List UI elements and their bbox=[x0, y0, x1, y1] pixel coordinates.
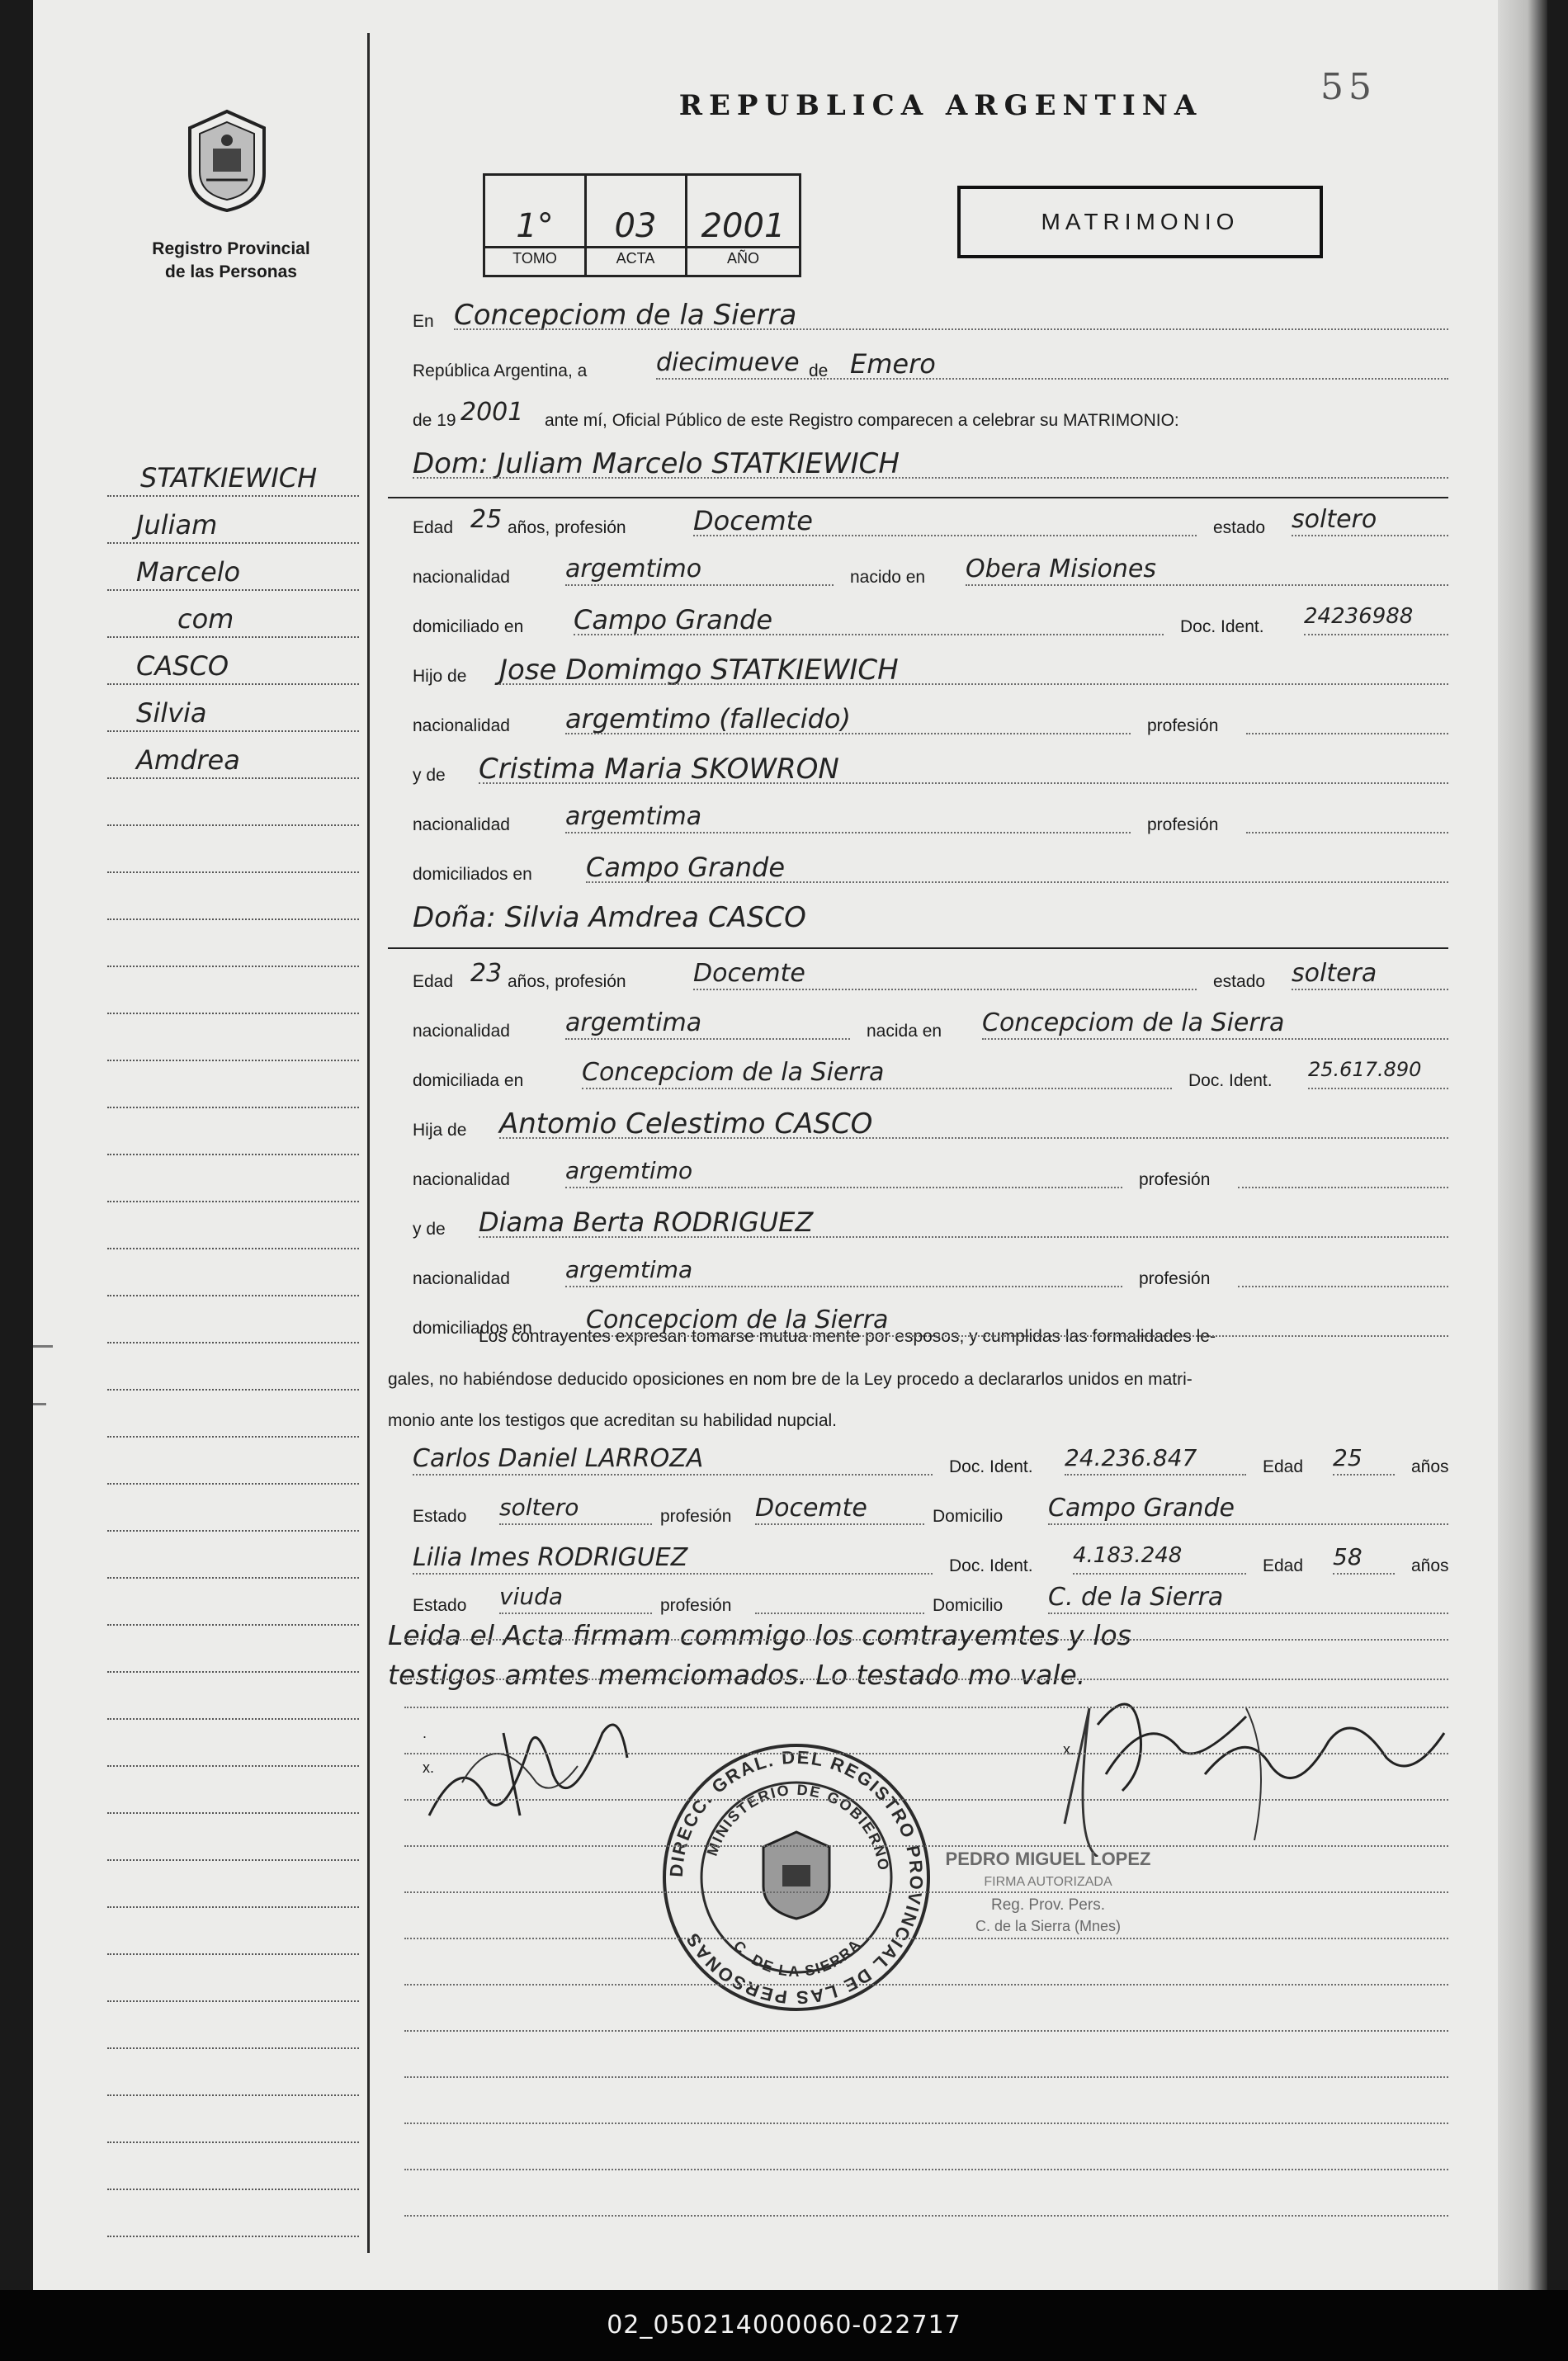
fill-line bbox=[574, 634, 1164, 635]
blank-rule bbox=[404, 2030, 1448, 2032]
fill-line bbox=[1304, 634, 1448, 635]
bride-name: Doña: Silvia Amdrea CASCO bbox=[413, 901, 806, 934]
image-caption: 02_050214000060-022717 bbox=[607, 2311, 961, 2340]
page-number: 55 bbox=[1320, 66, 1377, 108]
witness1-name: Carlos Daniel LARROZA bbox=[413, 1444, 704, 1473]
field-label: Doc. Ident. bbox=[949, 1556, 1033, 1575]
page-edge bbox=[1498, 0, 1547, 2290]
binding-mark bbox=[33, 1403, 46, 1405]
field-label: domiciliados en bbox=[413, 865, 532, 884]
margin-rule bbox=[107, 1812, 359, 1814]
field-label: República Argentina, a bbox=[413, 361, 588, 380]
handwritten-value: Docemte bbox=[693, 959, 805, 988]
groom-name: Dom: Juliam Marcelo STATKIEWICH bbox=[413, 447, 900, 480]
field-label: profesión bbox=[660, 1507, 732, 1526]
margin-rule bbox=[107, 1436, 359, 1438]
field-label: Edad bbox=[413, 518, 454, 537]
field-label: y de bbox=[413, 1220, 446, 1239]
declaration-line-3: monio ante los testigos que acreditan su habilidad nupcial. bbox=[388, 1411, 838, 1430]
fill-line bbox=[565, 1038, 850, 1040]
handwritten-value: Concepciom de la Sierra bbox=[586, 1306, 889, 1334]
fill-line bbox=[1238, 1187, 1448, 1188]
field-label: ante mí, Oficial Público de este Registro comparecen a celebrar su MATRIMONIO: bbox=[545, 411, 1179, 430]
margin-rule bbox=[107, 589, 359, 591]
field-label: En bbox=[413, 312, 434, 331]
year-value: 2001 bbox=[460, 398, 524, 427]
margin-rule bbox=[107, 1248, 359, 1249]
fill-line bbox=[1292, 535, 1448, 536]
closing-line-2: testigos amtes memciomados. Lo testado mo vale. bbox=[388, 1659, 1086, 1691]
handwritten-value: Docemte bbox=[693, 505, 813, 536]
fill-line bbox=[582, 1088, 1172, 1089]
margin-rule bbox=[107, 730, 359, 732]
record-number-box bbox=[483, 173, 801, 277]
field-label: domiciliada en bbox=[413, 1071, 524, 1090]
margin-rule bbox=[107, 495, 359, 497]
declaration-line-2: gales, no habiéndose deducido oposiciones en nom bre de la Ley procedo a declararlos unidos en matri- bbox=[388, 1370, 1193, 1389]
provincial-emblem-icon bbox=[182, 107, 272, 215]
margin-rule bbox=[107, 2189, 359, 2190]
margin-rule bbox=[107, 1765, 359, 1767]
margin-rule bbox=[107, 1859, 359, 1861]
signature-mark-x1: . bbox=[423, 1725, 427, 1741]
margin-rule bbox=[107, 2000, 359, 2002]
margin-rule bbox=[107, 1624, 359, 1626]
handwritten-value: argemtimo bbox=[565, 555, 702, 583]
margin-rule bbox=[107, 1577, 359, 1579]
field-label: profesión bbox=[1139, 1170, 1211, 1189]
field-label: Edad bbox=[1263, 1556, 1304, 1575]
margin-rule bbox=[107, 683, 359, 685]
margin-name: Marcelo bbox=[136, 556, 241, 588]
svg-text:C. DE LA SIERRA bbox=[730, 1935, 865, 1980]
margin-rule bbox=[107, 2236, 359, 2237]
fill-line bbox=[479, 1236, 1448, 1238]
country-title: REPUBLICA ARGENTINA bbox=[678, 89, 1203, 122]
handwritten-value: Concepciom de la Sierra bbox=[582, 1058, 885, 1087]
margin-rule bbox=[107, 1953, 359, 1955]
fill-line bbox=[1333, 1573, 1395, 1575]
fill-line bbox=[565, 1286, 1122, 1287]
handwritten-value: argemtima bbox=[565, 1008, 702, 1037]
margin-rule bbox=[107, 1342, 359, 1343]
document-type-box bbox=[957, 186, 1323, 258]
handwritten-value: Campo Grande bbox=[1048, 1494, 1235, 1523]
section-rule bbox=[388, 497, 1448, 498]
handwritten-value: 25 bbox=[1333, 1444, 1363, 1471]
handwritten-value: 58 bbox=[1333, 1543, 1363, 1570]
margin-rule bbox=[107, 966, 359, 967]
fill-line bbox=[693, 989, 1197, 990]
fill-line bbox=[565, 1187, 1122, 1188]
ano-value: 2001 bbox=[701, 207, 786, 245]
margin-rule bbox=[107, 636, 359, 638]
witness2-name: Lilia Imes RODRIGUEZ bbox=[413, 1543, 688, 1572]
handwritten-value: argemtima bbox=[565, 802, 702, 831]
field-label: Estado bbox=[413, 1596, 467, 1615]
fill-line bbox=[755, 1523, 924, 1525]
blank-rule bbox=[404, 1845, 1448, 1847]
handwritten-value: Jose Domimgo STATKIEWICH bbox=[499, 654, 899, 687]
fill-line bbox=[499, 683, 1448, 685]
official-office: Reg. Prov. Pers. bbox=[991, 1896, 1105, 1914]
fill-line bbox=[1238, 1286, 1448, 1287]
fill-line bbox=[1333, 1474, 1395, 1476]
margin-name: CASCO bbox=[136, 650, 229, 682]
fill-line bbox=[413, 477, 1448, 479]
fill-line bbox=[1073, 1573, 1246, 1575]
tomo-label: TOMO bbox=[512, 250, 557, 267]
blank-rule bbox=[404, 1891, 1448, 1893]
fill-line bbox=[586, 881, 1448, 883]
fill-line bbox=[982, 1038, 1448, 1040]
field-label: nacionalidad bbox=[413, 815, 510, 834]
handwritten-value: soltero bbox=[1292, 505, 1377, 534]
field-label: Domicilio bbox=[933, 1507, 1004, 1526]
blank-rule bbox=[404, 1938, 1448, 1939]
fill-line bbox=[565, 832, 1131, 833]
field-label: estado bbox=[1213, 972, 1266, 991]
handwritten-value: argemtimo (fallecido) bbox=[565, 703, 851, 734]
fill-line bbox=[1292, 989, 1448, 990]
section-rule bbox=[388, 947, 1448, 949]
blank-rule bbox=[404, 2215, 1448, 2217]
handwritten-value: argemtimo bbox=[565, 1157, 693, 1184]
tomo-value: 1° bbox=[516, 207, 554, 245]
field-label: profesión bbox=[1139, 1269, 1211, 1288]
margin-rule bbox=[107, 1718, 359, 1720]
witness-signature bbox=[999, 1675, 1461, 1857]
margin-rule bbox=[107, 824, 359, 826]
fill-line bbox=[499, 1137, 1448, 1139]
blank-rule bbox=[404, 2076, 1448, 2078]
official-location: C. de la Sierra (Mnes) bbox=[975, 1918, 1122, 1934]
field-label: Edad bbox=[413, 972, 454, 991]
margin-rule bbox=[107, 1013, 359, 1014]
margin-rule bbox=[107, 1201, 359, 1202]
margin-rule bbox=[107, 2141, 359, 2143]
fill-line bbox=[413, 1474, 933, 1476]
document-type-label: MATRIMONIO bbox=[1041, 209, 1240, 234]
declaration-line-1: Los contrayentes expresan tomarse mutua mente por esposos, y cumplidas las formalidades le- bbox=[479, 1327, 1216, 1346]
field-label: años bbox=[1411, 1556, 1449, 1575]
place-value: Concepciom de la Sierra bbox=[454, 299, 797, 332]
handwritten-value: argemtima bbox=[565, 1256, 693, 1283]
handwritten-value: Concepciom de la Sierra bbox=[982, 1008, 1285, 1037]
fill-line bbox=[454, 328, 1448, 330]
document-page bbox=[33, 0, 1498, 2290]
field-label: Domicilio bbox=[933, 1596, 1004, 1615]
margin-name: Silvia bbox=[136, 697, 207, 729]
fill-line bbox=[1246, 733, 1448, 734]
blank-rule bbox=[404, 1799, 1448, 1801]
margin-rule bbox=[107, 777, 359, 779]
handwritten-value: Diama Berta RODRIGUEZ bbox=[479, 1206, 814, 1238]
blank-rule bbox=[404, 2123, 1448, 2124]
field-label: Doc. Ident. bbox=[1188, 1071, 1273, 1090]
handwritten-value: Obera Misiones bbox=[966, 555, 1157, 583]
field-label: Estado bbox=[413, 1507, 467, 1526]
field-label: y de bbox=[413, 766, 446, 785]
margin-rule bbox=[107, 1906, 359, 1908]
margin-rule bbox=[107, 1107, 359, 1108]
fill-line bbox=[404, 1679, 1448, 1680]
handwritten-value: 23 bbox=[470, 959, 503, 988]
registry-seal bbox=[660, 1741, 933, 2014]
margin-rule bbox=[107, 2094, 359, 2096]
month-value: Emero bbox=[850, 348, 936, 380]
margin-rule bbox=[107, 1483, 359, 1485]
handwritten-value: 4.183.248 bbox=[1073, 1543, 1183, 1568]
margin-rule bbox=[107, 918, 359, 920]
field-label: de bbox=[809, 361, 829, 380]
margin-name: com bbox=[177, 603, 234, 635]
margin-rule bbox=[107, 1154, 359, 1155]
field-label: profesión bbox=[1147, 716, 1219, 735]
fill-line bbox=[755, 1613, 924, 1614]
fill-line bbox=[499, 1613, 652, 1614]
margin-name: Juliam bbox=[136, 509, 218, 541]
contracting-party-signature bbox=[413, 1700, 660, 1824]
handwritten-value: C. de la Sierra bbox=[1048, 1583, 1224, 1612]
handwritten-value: 25.617.890 bbox=[1308, 1058, 1422, 1081]
fill-line bbox=[1246, 832, 1448, 833]
handwritten-value: 24236988 bbox=[1304, 604, 1414, 629]
fill-line bbox=[479, 782, 1448, 784]
seal-bottom-text: C. DE LA SIERRA bbox=[730, 1935, 865, 1981]
field-label: nacionalidad bbox=[413, 716, 510, 735]
fill-line bbox=[693, 535, 1197, 536]
ano-label: AÑO bbox=[726, 250, 759, 267]
handwritten-value: viuda bbox=[499, 1583, 564, 1610]
handwritten-value: Docemte bbox=[755, 1494, 867, 1523]
field-label: años, profesión bbox=[508, 972, 626, 991]
margin-rule bbox=[107, 1295, 359, 1296]
field-label: nacida en bbox=[867, 1022, 942, 1041]
fill-line bbox=[413, 1573, 933, 1575]
field-label: nacionalidad bbox=[413, 1170, 510, 1189]
field-label: Hija de bbox=[413, 1121, 467, 1140]
margin-rule bbox=[107, 1530, 359, 1532]
field-label: nacido en bbox=[850, 568, 926, 587]
handwritten-value: Campo Grande bbox=[586, 852, 786, 883]
margin-rule bbox=[107, 871, 359, 873]
fill-line bbox=[565, 733, 1131, 734]
field-label: profesión bbox=[660, 1596, 732, 1615]
handwritten-value: Campo Grande bbox=[574, 604, 773, 635]
fill-line bbox=[499, 1523, 652, 1525]
margin-name: Amdrea bbox=[136, 744, 240, 776]
fill-line bbox=[565, 584, 834, 586]
field-label: de 19 bbox=[413, 411, 456, 430]
fill-line bbox=[1048, 1613, 1448, 1614]
margin-rule bbox=[107, 542, 359, 544]
margin-name: STATKIEWICH bbox=[140, 462, 318, 493]
official-name: PEDRO MIGUEL LOPEZ bbox=[945, 1849, 1151, 1869]
acta-label: ACTA bbox=[616, 250, 655, 267]
fill-line bbox=[966, 584, 1448, 586]
official-title: FIRMA AUTORIZADA bbox=[984, 1875, 1112, 1889]
fill-line bbox=[586, 1335, 1448, 1337]
handwritten-value: soltero bbox=[499, 1494, 579, 1521]
blank-rule bbox=[404, 1753, 1448, 1754]
registry-name-line1: Registro Provincial bbox=[152, 239, 310, 258]
blank-rule bbox=[404, 1707, 1448, 1708]
field-label: nacionalidad bbox=[413, 568, 510, 587]
column-divider bbox=[367, 33, 370, 2253]
field-label: nacionalidad bbox=[413, 1022, 510, 1041]
seal-outer-text: DIRECC. GRAL. DEL REGISTRO PROVINCIAL DE LAS PERSONAS bbox=[665, 1746, 928, 2009]
day-value: diecimueve bbox=[656, 348, 800, 377]
fill-line bbox=[404, 1639, 1448, 1641]
field-label: años, profesión bbox=[508, 518, 626, 537]
field-label: Hijo de bbox=[413, 667, 467, 686]
fill-line bbox=[1048, 1523, 1448, 1525]
handwritten-value: Antomio Celestimo CASCO bbox=[499, 1107, 873, 1140]
blank-rule bbox=[404, 1984, 1448, 1986]
binding-mark bbox=[33, 1345, 53, 1348]
closing-line-1: Leida el Acta firmam commigo los comtrayemtes y los bbox=[388, 1619, 1131, 1651]
handwritten-value: soltera bbox=[1292, 959, 1377, 988]
field-label: Edad bbox=[1263, 1457, 1304, 1476]
registry-name-line2: de las Personas bbox=[165, 262, 297, 281]
margin-rule bbox=[107, 2047, 359, 2049]
field-label: nacionalidad bbox=[413, 1269, 510, 1288]
signature-mark-x2: x. bbox=[423, 1759, 435, 1776]
fill-line bbox=[656, 378, 1448, 380]
margin-rule bbox=[107, 1671, 359, 1673]
field-label: Doc. Ident. bbox=[1180, 617, 1264, 636]
field-label: estado bbox=[1213, 518, 1266, 537]
acta-value: 03 bbox=[614, 207, 657, 245]
fill-line bbox=[1308, 1088, 1448, 1089]
seal-inner-text: MINISTERIO DE GOBIERNO bbox=[703, 1781, 892, 1873]
field-label: Doc. Ident. bbox=[949, 1457, 1033, 1476]
margin-rule bbox=[107, 1389, 359, 1391]
field-label: domiciliados en bbox=[413, 1319, 532, 1338]
fill-line bbox=[1065, 1474, 1246, 1476]
handwritten-value: 24.236.847 bbox=[1065, 1444, 1197, 1471]
margin-rule bbox=[107, 1060, 359, 1061]
blank-rule bbox=[404, 2169, 1448, 2170]
field-label: profesión bbox=[1147, 815, 1219, 834]
field-label: domiciliado en bbox=[413, 617, 524, 636]
field-label: años bbox=[1411, 1457, 1449, 1476]
signature-mark-x3: x. bbox=[1063, 1741, 1075, 1758]
handwritten-value: Cristima Maria SKOWRON bbox=[479, 753, 839, 786]
handwritten-value: 25 bbox=[470, 505, 503, 534]
